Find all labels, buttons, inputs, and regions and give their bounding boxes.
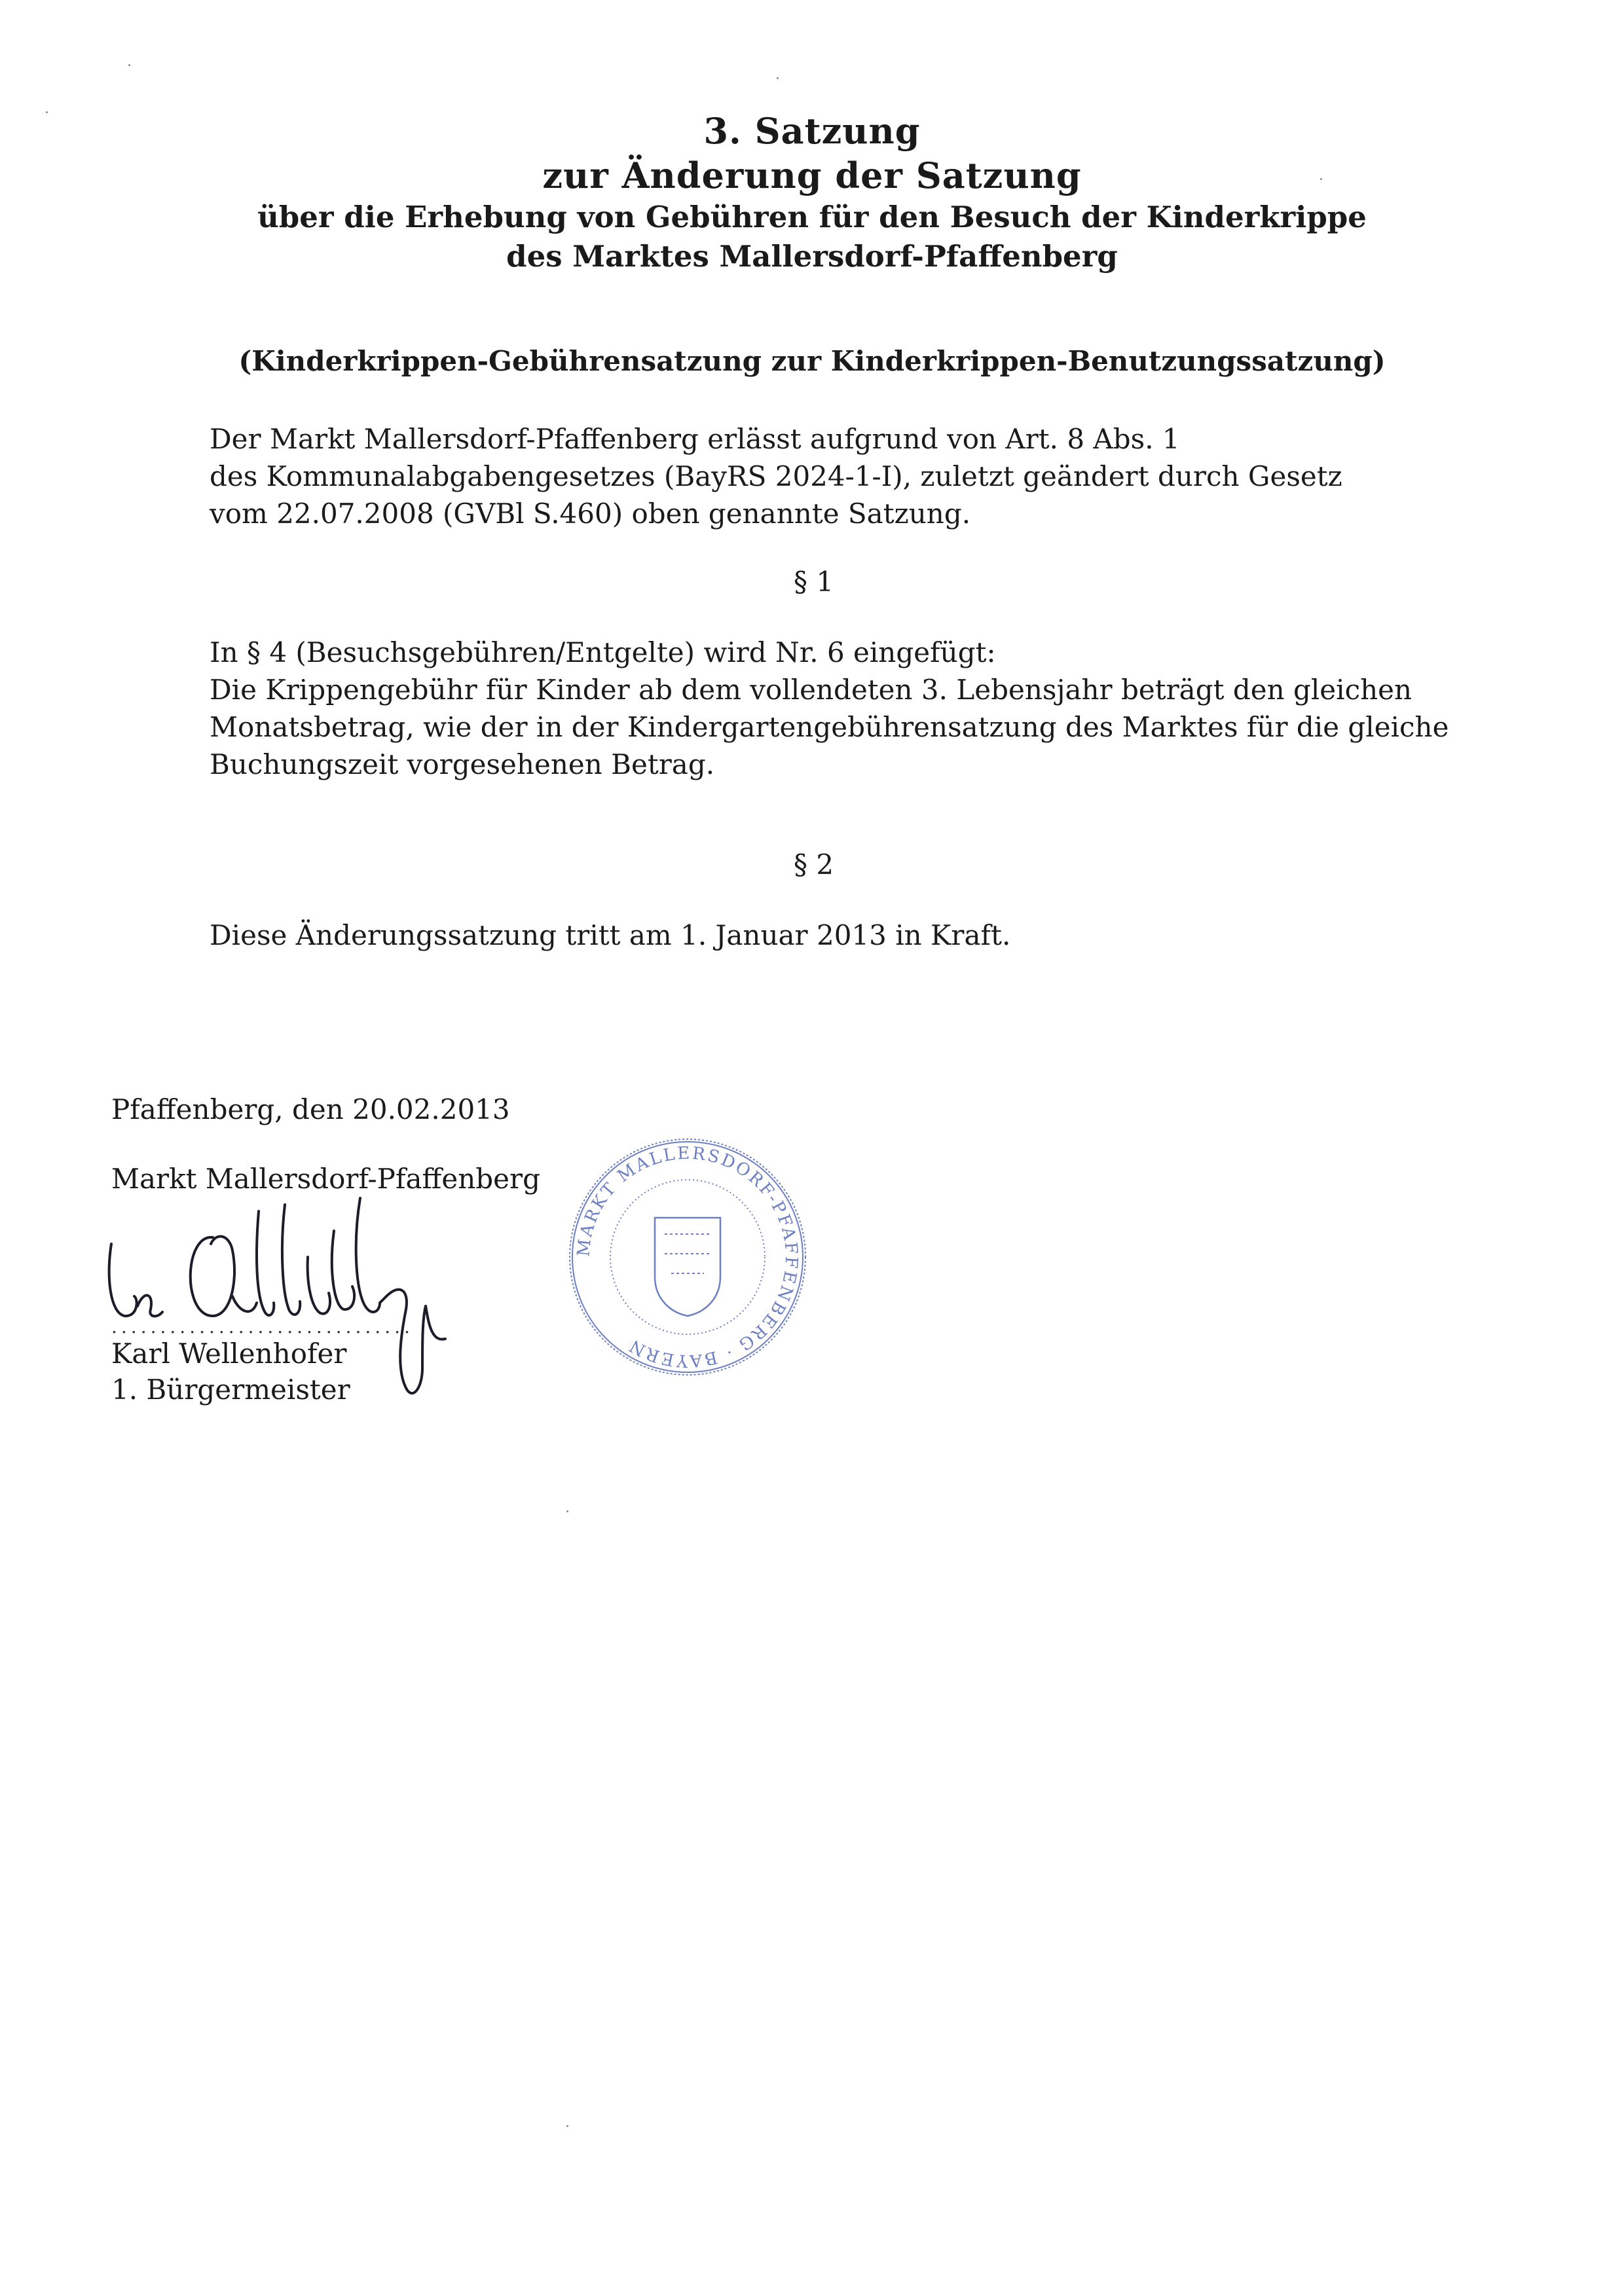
- scan-speck: [777, 77, 779, 79]
- section-2-line: Diese Änderungssatzung tritt am 1. Januar 2013 in Kraft.: [210, 919, 1011, 951]
- intro-line: des Kommunalabgabengesetzes (BayRS 2024-1-I), zuletzt geändert durch Gesetz: [210, 460, 1342, 492]
- title-line-2: zur Änderung der Satzung: [542, 155, 1082, 196]
- section-1-line: Monatsbetrag, wie der in der Kindergartengebührensatzung des Marktes für die gleiche: [210, 711, 1449, 743]
- section-1-line: In § 4 (Besuchsgebühren/Entgelte) wird Nr. 6 eingefügt:: [210, 636, 996, 668]
- intro-paragraph: [210, 420, 1519, 532]
- signer-title: 1. Bürgermeister: [111, 1374, 350, 1406]
- svg-text:MARKT MALLERSDORF-PFAFFENBERG: MARKT MALLERSDORF-PFAFFENBERG · BAYERN: [574, 1143, 802, 1371]
- scan-speck: [46, 111, 48, 113]
- scan-speck: [128, 64, 130, 66]
- place-date: Pfaffenberg, den 20.02.2013: [111, 1093, 510, 1125]
- title-line-4: des Marktes Mallersdorf-Pfaffenberg: [506, 239, 1118, 274]
- section-1-line: Buchungszeit vorgesehenen Betrag.: [210, 748, 715, 780]
- section-2-body: [210, 917, 1519, 954]
- signature-dotted-line: ...............................: [111, 1316, 414, 1338]
- signer-organization: Markt Mallersdorf-Pfaffenberg: [111, 1163, 540, 1195]
- intro-line: Der Markt Mallersdorf-Pfaffenberg erlässt aufgrund von Art. 8 Abs. 1: [210, 423, 1180, 455]
- section-1-line: Die Krippengebühr für Kinder ab dem vollendeten 3. Lebensjahr beträgt den gleichen: [210, 674, 1412, 706]
- title-line-1: 3. Satzung: [703, 110, 921, 152]
- signer-name: Karl Wellenhofer: [111, 1338, 347, 1370]
- scan-speck: [566, 1510, 568, 1512]
- official-seal: [550, 1120, 825, 1394]
- intro-line: vom 22.07.2008 (GVBl S.460) oben genannte Satzung.: [210, 498, 971, 530]
- section-1-heading: § 1: [794, 566, 834, 598]
- subtitle: (Kinderkrippen-Gebührensatzung zur Kinderkrippen-Benutzungssatzung): [238, 345, 1386, 377]
- scan-speck: [1320, 178, 1322, 180]
- title-line-3: über die Erhebung von Gebühren für den Besuch der Kinderkrippe: [257, 200, 1367, 234]
- scan-speck: [566, 2125, 568, 2127]
- section-1-body: [210, 634, 1519, 783]
- section-2-heading: § 2: [794, 848, 834, 881]
